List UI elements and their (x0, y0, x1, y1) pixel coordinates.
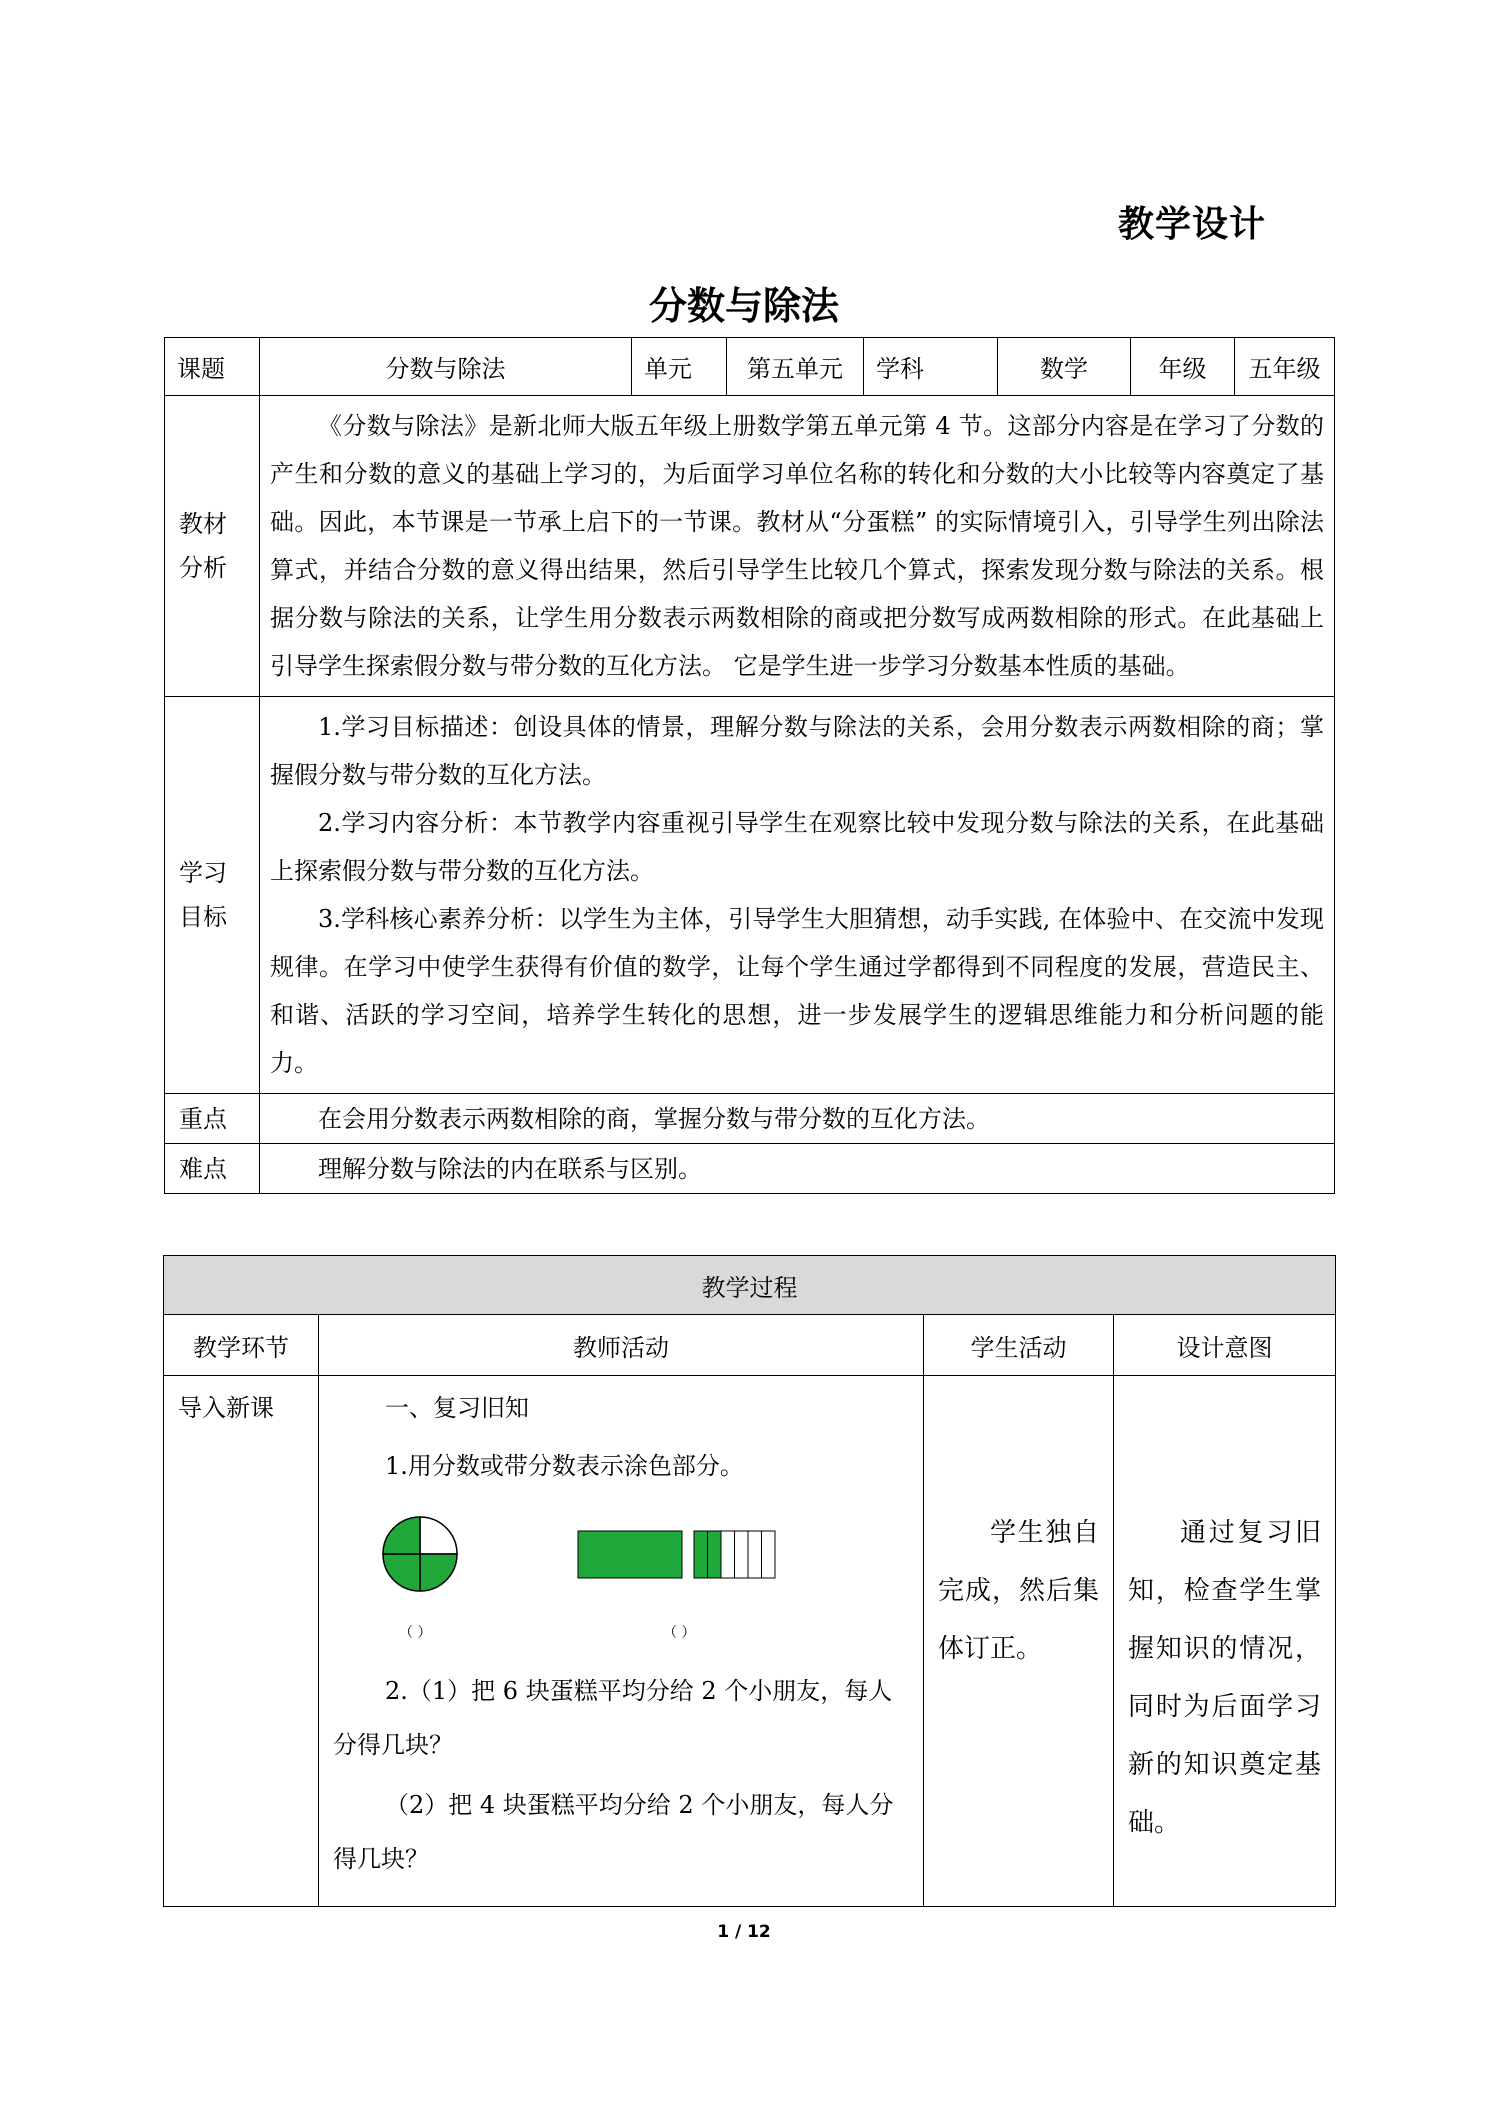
stage-cell: 导入新课 (164, 1376, 319, 1907)
page-title: 分数与除法 (648, 284, 839, 328)
design-intent-cell (1114, 1376, 1336, 1907)
student-activity-cell (924, 1376, 1114, 1907)
goal-item-1: 1.学习目标描述：创设具体的情景，理解分数与除法的关系，会用分数表示两数相除的商；掌握假分数与带分数的互化方法。 (270, 713, 1324, 789)
subject-value: 数学 (998, 338, 1131, 396)
answer-blank-1: （ ） (399, 1625, 432, 1641)
material-label (165, 396, 260, 697)
goals-cell (260, 697, 1335, 1094)
goals-label-line1: 学习 (179, 859, 227, 887)
bar-part-1 (694, 1531, 708, 1578)
bar-part-3 (721, 1531, 735, 1578)
key-point-text: 在会用分数表示两数相除的商，掌握分数与带分数的互化方法。 (318, 1104, 990, 1133)
goals-label (165, 697, 260, 1094)
key-point-label: 重点 (165, 1094, 260, 1144)
circle-figure (383, 1517, 457, 1591)
teacher-activity-cell (319, 1376, 924, 1907)
page-number: 1 / 12 (717, 1922, 771, 1942)
material-text: 《分数与除法》是新北师大版五年级上册数学第五单元第 4 节。这部分内容是在学习了分数的产生和分数的意义的基础上学习的，为后面学习单位名称的转化和分数的大小比较等内容奠定了基础。因此，本节课是一节承上启下的一节课。教材从“分蛋糕” 的实际情境引入，引导学生列出除法算式，并结合分数的意义得出结果，然后引导学生比较几个算式，探索发现分数与除法的关系。根据分数与除法的关系，让学生用分数表示两数相除的商或把分数写成两数相除的形式。在此基础上引导学生探索假分数与带分数的互化方法。 它是学生进一步学习分数基本性质的基础。 (270, 412, 1324, 680)
topic-value: 分数与除法 (260, 338, 632, 396)
info-header-row (165, 338, 1335, 396)
goal-item-3: 3.学科核心素养分析：以学生为主体，引导学生大胆猜想，动手实践, 在体验中、在交流中发现规律。在学习中使学生获得有价值的数学，让每个学生通过学都得到不同程度的发展，营造民主、和谐、活跃的学习空间，培养学生转化的思想，进一步发展学生的逻辑思维能力和分析问题的能力。 (270, 905, 1324, 1077)
bar-part-6 (762, 1531, 776, 1578)
process-column-header-row (164, 1315, 1336, 1376)
grade-label: 年级 (1131, 338, 1235, 396)
question-1: 1.用分数或带分数表示涂色部分。 (385, 1452, 744, 1480)
bar-part-2 (708, 1531, 722, 1578)
difficulty-label: 难点 (165, 1144, 260, 1194)
difficulty-text: 理解分数与除法的内在联系与区别。 (318, 1154, 702, 1183)
process-title: 教学过程 (164, 1256, 1336, 1315)
goal-item-2: 2.学习内容分析：本节教学内容重视引导学生在观察比较中发现分数与除法的关系，在此基础上探索假分数与带分数的互化方法。 (270, 809, 1324, 885)
topic-label: 课题 (165, 338, 260, 396)
fraction-figures-svg (333, 1486, 893, 1616)
question-2-part-1: 2.（1）把 6 块蛋糕平均分给 2 个小朋友，每人分得几块？ (333, 1677, 893, 1759)
bar-whole-shaded (578, 1531, 682, 1578)
subject-label: 学科 (864, 338, 998, 396)
key-point-row (165, 1094, 1335, 1144)
key-point-cell (260, 1094, 1335, 1144)
column-header-teacher: 教师活动 (319, 1315, 924, 1376)
bar-part-5 (748, 1531, 762, 1578)
material-label-line1: 教材 (179, 510, 227, 538)
difficulty-row (165, 1144, 1335, 1194)
document-header: 教学设计 (1118, 204, 1267, 245)
student-activity-text: 学生独自完成，然后集体订正。 (938, 1518, 1099, 1664)
review-section-heading: 一、复习旧知 (385, 1394, 529, 1422)
column-header-stage: 教学环节 (164, 1315, 319, 1376)
lesson-info-table (164, 337, 1335, 1194)
grade-value: 五年级 (1235, 338, 1335, 396)
bar-partial (694, 1531, 775, 1578)
design-intent-text: 通过复习旧知，检查学生掌握知识的情况，同时为后面学习新的知识奠定基础。 (1128, 1518, 1321, 1838)
unit-label: 单元 (632, 338, 727, 396)
difficulty-cell (260, 1144, 1335, 1194)
circle-quarter-1 (420, 1517, 457, 1554)
unit-value: 第五单元 (727, 338, 864, 396)
circle-quarter-3 (383, 1554, 420, 1591)
process-title-row (164, 1256, 1336, 1315)
answer-blanks (333, 1616, 911, 1656)
bar-part-4 (735, 1531, 749, 1578)
goals-row (165, 697, 1335, 1094)
material-cell (260, 396, 1335, 697)
answer-blank-2: （ ） (663, 1625, 696, 1641)
material-row (165, 396, 1335, 697)
circle-quarter-4 (383, 1517, 420, 1554)
process-row-intro (164, 1376, 1336, 1907)
question-2-part-2: （2）把 4 块蛋糕平均分给 2 个小朋友，每人分得几块？ (333, 1791, 894, 1873)
goals-label-line2: 目标 (179, 903, 227, 931)
teaching-process-table (163, 1255, 1336, 1907)
material-label-line2: 分析 (179, 554, 227, 582)
column-header-intent: 设计意图 (1114, 1315, 1336, 1376)
circle-quarter-2 (420, 1554, 457, 1591)
shaded-figures (333, 1486, 911, 1616)
column-header-student: 学生活动 (924, 1315, 1114, 1376)
